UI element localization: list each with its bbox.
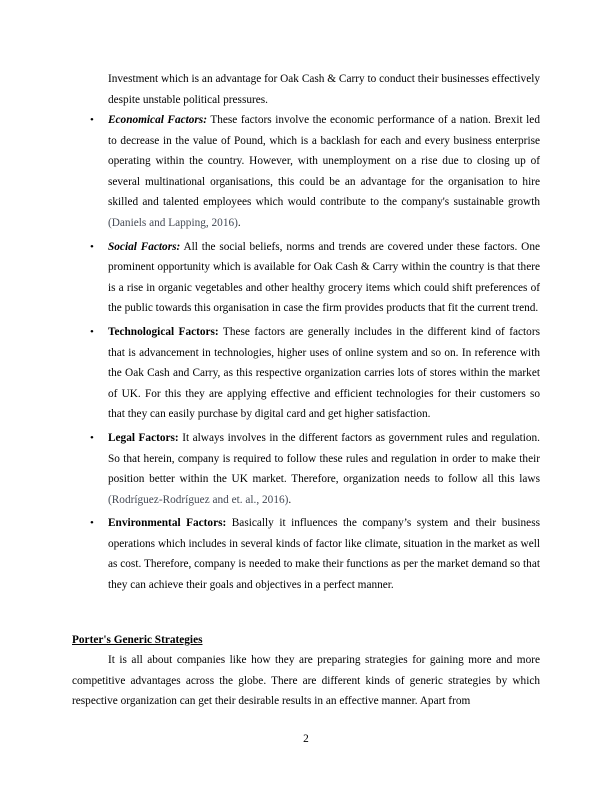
citation: (Rodríguez-Rodríguez and et. al., 2016) (108, 493, 289, 506)
bullet-text: All the social beliefs, norms and trends are covered under these factors. One prominent opportunity which is available for Oak Cash & Carry within the country is that there is a rise in organic vegetables and other healthy grocery items which could shift preferences of the public towards this organisation in case the firm provides products that fit the current trend. (108, 240, 540, 315)
bullet-text: These factors are generally includes in the different kind of factors that is advancement in technologies, higher uses of online system and so on. In reference with the Oak Cash and Carry, as this respective organization carries lots of stores within the market of UK. For this they are applying effective and efficient technologies for their customers so that they can easily purchase by digital card and get higher satisfaction. (108, 325, 540, 421)
continuation-paragraph: Investment which is an advantage for Oak Cash & Carry to conduct their businesses effectively despite unstable political pressures. (108, 73, 540, 106)
bullet-dot-icon: • (90, 431, 94, 444)
bullet-social (90, 237, 540, 319)
citation: (Daniels and Lapping, 2016) (108, 216, 238, 229)
bullet-term: Social Factors: (108, 240, 181, 253)
bullet-term: Technological Factors: (108, 325, 219, 338)
pestle-bullet-list (90, 110, 540, 599)
bullet-end: . (237, 216, 241, 229)
bullet-dot-icon: • (90, 325, 94, 338)
bullet-term: Economical Factors: (108, 114, 207, 126)
section-heading: Porter's Generic Strategies (72, 634, 203, 646)
bullet-text: It always involves in the different factors as government rules and regulation. So that herein, company is required to follow these rules and regulation in order to make their position better within the UK market. Therefore, organization needs to follow all this laws (108, 431, 540, 486)
bullet-term: Legal Factors: (108, 431, 179, 444)
bullet-end: . (288, 493, 292, 506)
bullet-text: Basically it influences the company’s system and their business operations which includes in several kinds of factor like climate, situation in the market as well as cost. Therefore, company is needed to make their functions as per the market demand so that they can achieve their goals and objectives in a perfect manner. (108, 517, 540, 592)
bullet-term: Environmental Factors: (108, 517, 227, 530)
bullet-technological (90, 322, 540, 425)
page-number: 2 (303, 733, 309, 745)
bullet-dot-icon: • (90, 517, 94, 530)
bullet-economical (90, 110, 540, 234)
bullet-legal (90, 428, 540, 510)
bullet-dot-icon: • (90, 114, 94, 126)
bullet-dot-icon: • (90, 240, 94, 253)
body-paragraph: It is all about companies like how they are preparing strategies for gaining more and more competitive advantages across the globe. There are different kinds of generic strategies by which respective organization can get their desirable results in an effective manner. Apart from (72, 654, 540, 708)
bullet-text: These factors involve the economic performance of a nation. Brexit led to decrease in the value of Pound, which is a backlash for each and every business enterprise operating within the country. However, with unemployment on a rise due to closing up of several multinational organisations, this could be an advantage for the organisation to hire skilled and talented employees which would contribute to the company's sustainable growth (108, 114, 540, 209)
bullet-environmental (90, 513, 540, 595)
